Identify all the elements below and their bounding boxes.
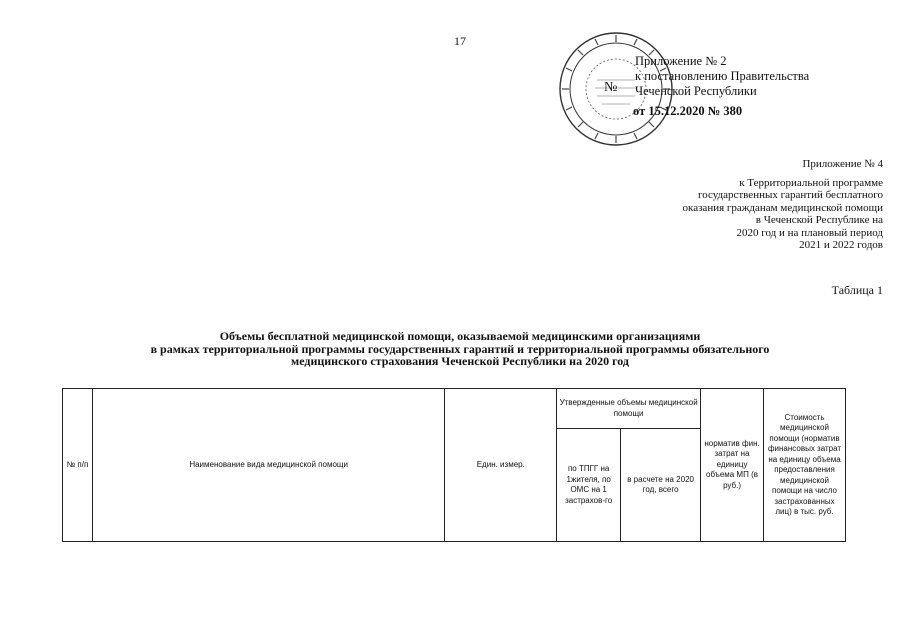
header-norm-cost: норматив фин. затрат на единицу объема МП (в руб.) xyxy=(701,389,764,542)
title-line: в рамках территориальной программы государственных гарантий и территориальной программы обязательного xyxy=(150,341,770,356)
appendix-4-header xyxy=(563,158,883,252)
header-unit: Един. измер. xyxy=(445,389,557,542)
table-label: Таблица 1 xyxy=(831,283,883,297)
document-title xyxy=(40,330,880,368)
appendix-2-title: Приложение № 2 xyxy=(635,54,727,68)
appendix-2-header xyxy=(623,54,863,119)
appendix-4-line: к Территориальной программе xyxy=(739,176,883,189)
appendix-4-line: оказания гражданам медицинской помощи xyxy=(682,201,883,214)
appendix-4-line: государственных гарантий бесплатного xyxy=(697,189,883,201)
header-tpgg-per-capita: по ТПГГ на 1жителя, по ОМС на 1 застрахов-го xyxy=(557,429,621,542)
number-sign: № xyxy=(604,80,618,95)
header-approved-volumes: Утвержденные объемы медицинской помощи xyxy=(557,389,701,429)
decree-date-number: от 15.12.2020 № 380 xyxy=(633,104,743,118)
header-name: Наименование вида медицинской помощи xyxy=(92,389,444,542)
header-total-2020: в расчете на 2020 год, всего xyxy=(621,429,701,542)
appendix-2-line: к постановлению Правительства xyxy=(635,69,810,83)
appendix-4-title: Приложение № 4 xyxy=(802,158,883,170)
volumes-table xyxy=(62,388,846,542)
title-line: Объемы бесплатной медицинской помощи, оказываемой медицинскими организациями xyxy=(219,329,701,343)
appendix-4-line: 2021 и 2022 годов xyxy=(799,239,883,251)
header-num: № п/п xyxy=(63,389,93,542)
appendix-2-line: Чеченской Республики xyxy=(635,84,757,98)
appendix-4-line: в Чеченской Республике на xyxy=(755,214,883,226)
header-total-cost: Стоимость медицинской помощи (норматив финансовых затрат на единицу объема предоставления медицинской помощи на число застрахованных лиц) в тыс. руб. xyxy=(764,389,846,542)
appendix-4-line: 2020 год и на плановый период xyxy=(736,226,883,239)
page-number: 17 xyxy=(454,34,466,48)
title-line: медицинского страхования Чеченской Республики на 2020 год xyxy=(291,354,629,368)
